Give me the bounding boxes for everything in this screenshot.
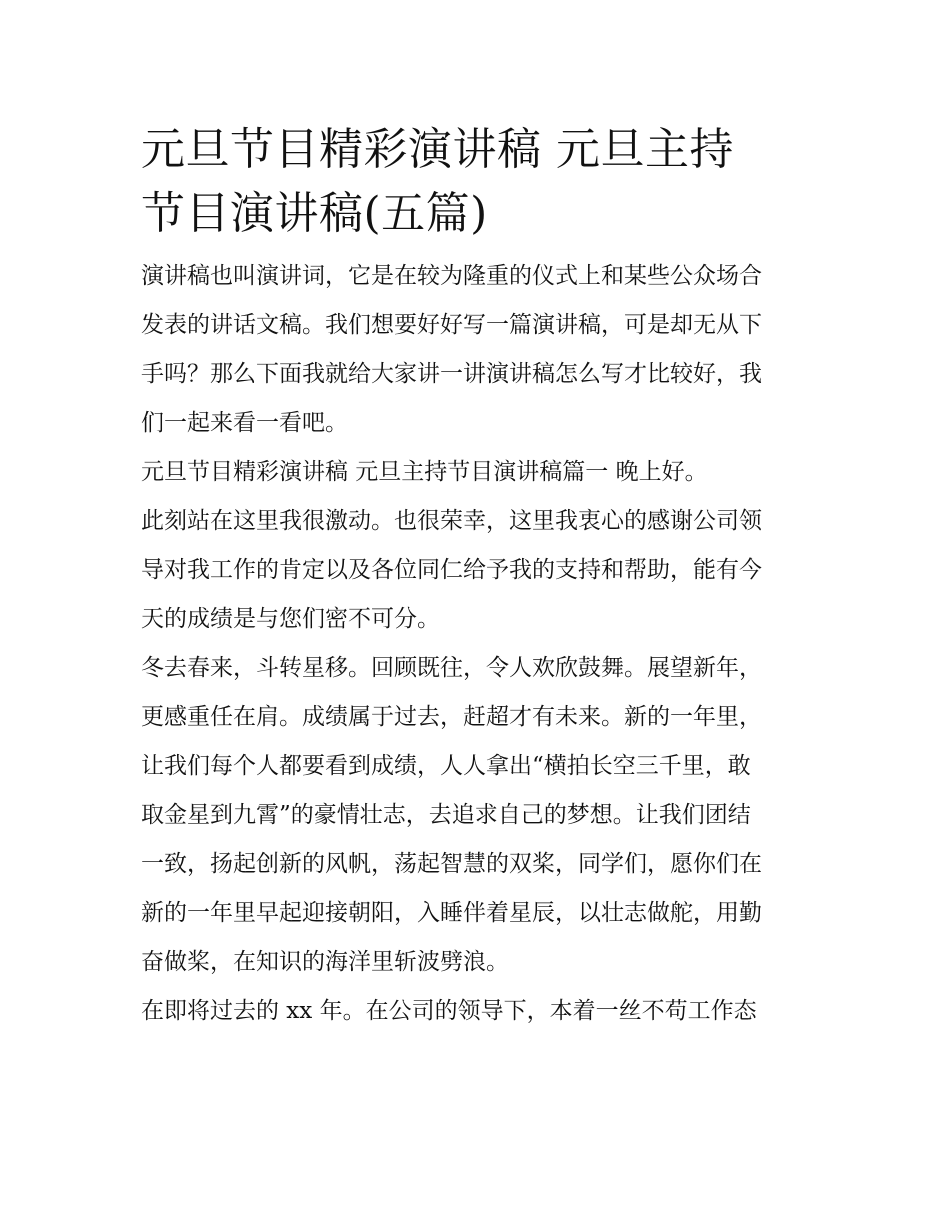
text-line: 更感重任在肩。成绩属于过去，赶超才有未来。新的一年里， [141, 704, 762, 730]
text-line: 此刻站在这里我很激动。也很荣幸，这里我衷心的感谢公司领 [141, 508, 762, 534]
text-line: 新的一年里早起迎接朝阳，入睡伴着星辰，以壮志做舵，用勤 [141, 900, 762, 926]
title-line: 元旦节目精彩演讲稿 元旦主持 [141, 124, 734, 175]
text-line: 冬去春来，斗转星移。回顾既往，令人欢欣鼓舞。展望新年， [141, 655, 762, 681]
text-line: 让我们每个人都要看到成绩，人人拿出“横拍长空三千里，敢 [141, 753, 751, 779]
text-line: 发表的讲话文稿。我们想要好好写一篇演讲稿，可是却无从下 [141, 312, 762, 338]
paragraph-closing [141, 987, 813, 1036]
text-line: 元旦节目精彩演讲稿 元旦主持节目演讲稿篇一 晚上好。 [141, 459, 708, 485]
document-title [141, 118, 813, 246]
text-line: 们一起来看一看吧。 [141, 410, 348, 436]
title-line: 节目演讲稿(五篇) [141, 188, 488, 239]
text-line: 手吗？那么下面我就给大家讲一讲演讲稿怎么写才比较好，我 [141, 361, 762, 387]
paragraph-new-year [141, 644, 813, 987]
paragraph-thanks [141, 497, 813, 644]
document-body [141, 118, 813, 1036]
paragraph-section-heading [141, 448, 813, 497]
text-line: 取金星到九霄”的豪情壮志，去追求自己的梦想。让我们团结 [141, 802, 751, 828]
paragraph-intro [141, 252, 813, 448]
text-line: 导对我工作的肯定以及各位同仁给予我的支持和帮助，能有今 [141, 557, 762, 583]
text-line: 在即将过去的 xx 年。在公司的领导下，本着一丝不苟工作态 [141, 998, 757, 1024]
text-line: 演讲稿也叫演讲词，它是在较为隆重的仪式上和某些公众场合 [141, 263, 762, 289]
text-line: 天的成绩是与您们密不可分。 [141, 606, 440, 632]
text-line: 一致，扬起创新的风帆，荡起智慧的双桨，同学们，愿你们在 [141, 851, 762, 877]
text-line: 奋做桨，在知识的海洋里斩波劈浪。 [141, 949, 509, 975]
